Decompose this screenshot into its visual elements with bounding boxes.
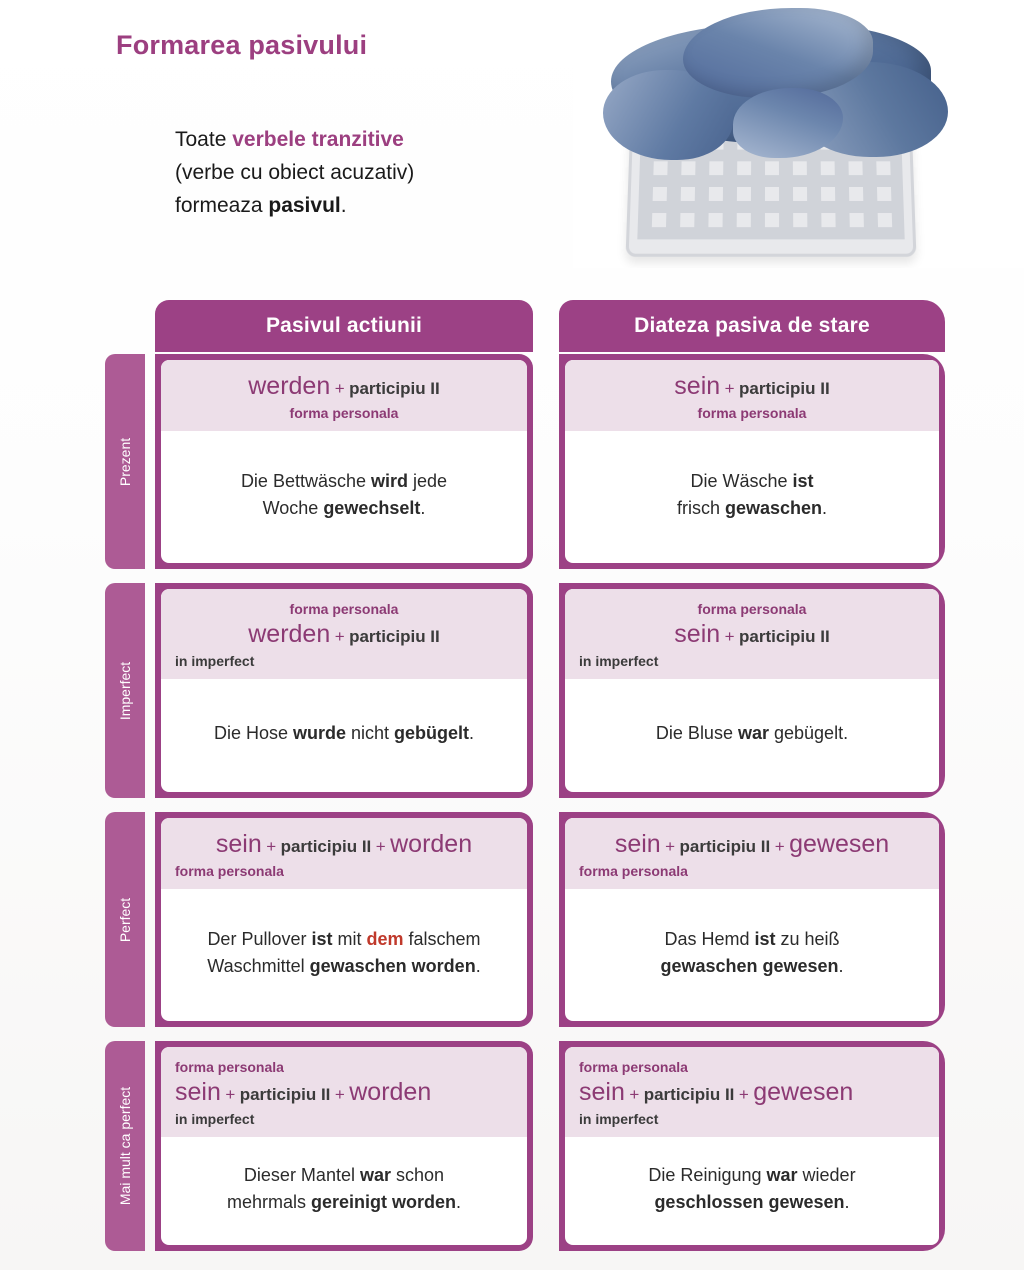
formula-participle: participiu II: [349, 379, 440, 398]
intro-line-1: [175, 123, 414, 156]
row-label-text: Mai mult ca perfect: [117, 1086, 133, 1206]
table-column-headers: [155, 282, 1024, 354]
formula-prezent-state: [565, 360, 939, 431]
intro-line-1-prefix: Toate: [175, 128, 233, 151]
example-text: Die Bettwäsche: [240, 471, 371, 491]
example-prezent-action: [161, 431, 527, 563]
example-bold: ist: [792, 471, 814, 491]
formula-plus: +: [266, 837, 277, 856]
example-text: wieder: [797, 1165, 856, 1185]
example-text: .: [822, 498, 828, 518]
example-bold: geschlossen gewesen: [654, 1192, 845, 1212]
formula-plus: +: [225, 1085, 236, 1104]
formula-participle: participiu II: [239, 1085, 331, 1104]
example-text: .: [838, 956, 844, 976]
table-row: [0, 812, 1024, 1027]
example-mai-mult-ca-perfect-state: [565, 1137, 939, 1245]
formula-plus: +: [334, 627, 345, 646]
formula-imperfect-action: [161, 589, 527, 679]
example-bold: gewaschen worden: [309, 956, 476, 976]
formula-plus-2: +: [334, 1085, 345, 1104]
formula-note-imperfect: in imperfect: [579, 1111, 659, 1127]
formula-verb: sein: [674, 372, 721, 400]
row-label-mai-mult-ca-perfect: [105, 1041, 145, 1251]
formula-note-personal-form: forma personala: [579, 1059, 688, 1075]
example-text: Der Pullover: [207, 929, 312, 949]
row-label-text: Perfect: [117, 897, 133, 942]
formula-extra: worden: [390, 830, 473, 858]
example-text: falschem: [403, 929, 481, 949]
example-text: Woche: [262, 498, 324, 518]
table-row: [0, 1041, 1024, 1251]
formula-extra: gewesen: [753, 1078, 854, 1106]
cell-mai-mult-ca-perfect-action: [155, 1041, 533, 1251]
formula-verb: sein: [579, 1078, 625, 1106]
example-bold: wird: [371, 471, 409, 491]
formula-plus: +: [629, 1085, 640, 1104]
row-label-prezent: [105, 354, 145, 569]
formula-note-personal-form: forma personala: [579, 863, 688, 879]
formula-mai-mult-ca-perfect-state: [565, 1047, 939, 1137]
example-bold: gewechselt: [323, 498, 421, 518]
example-mai-mult-ca-perfect-action: [161, 1137, 527, 1245]
cell-imperfect-state: [559, 583, 945, 798]
formula-mai-mult-ca-perfect-action: [161, 1047, 527, 1137]
example-text: Die Bluse: [655, 723, 738, 743]
example-text: jede: [408, 471, 448, 491]
formula-note-personal-form: forma personala: [175, 1059, 284, 1075]
formula-participle: participiu II: [739, 627, 830, 646]
formula-note-personal-form: forma personala: [289, 405, 399, 421]
row-label-imperfect: [105, 583, 145, 798]
formula-verb: sein: [175, 1078, 221, 1106]
example-bold: gewaschen: [724, 498, 823, 518]
formula-plus-2: +: [774, 837, 785, 856]
example-text: .: [456, 1192, 462, 1212]
example-text: gebügelt.: [769, 723, 849, 743]
example-perfect-action: [161, 889, 527, 1021]
cell-perfect-action: [155, 812, 533, 1027]
formula-participle: participiu II: [643, 1085, 735, 1104]
row-label-text: Imperfect: [117, 661, 133, 720]
intro-line-3-prefix: formeaza: [175, 194, 269, 217]
column-header-action-passive: Pasivul actiunii: [155, 300, 533, 352]
example-text: zu heiß: [775, 929, 840, 949]
example-text: mit: [332, 929, 367, 949]
formula-participle: participiu II: [739, 379, 830, 398]
row-label-perfect: [105, 812, 145, 1027]
example-text: Das Hemd: [664, 929, 755, 949]
formula-perfect-action: [161, 818, 527, 889]
laundry-basket-photo: [573, 0, 1024, 268]
intro-line-3-bold: pasivul: [268, 194, 341, 217]
example-prezent-state: [565, 431, 939, 563]
formula-verb: sein: [215, 830, 262, 858]
cell-mai-mult-ca-perfect-state: [559, 1041, 945, 1251]
example-bold: wurde: [292, 723, 346, 743]
example-imperfect-action: [161, 679, 527, 792]
formula-extra: worden: [349, 1078, 432, 1106]
example-bold: war: [737, 723, 769, 743]
header-section: [0, 0, 1024, 282]
example-text: frisch: [676, 498, 725, 518]
example-bold: gebügelt: [394, 723, 470, 743]
example-text: .: [475, 956, 481, 976]
example-bold: ist: [311, 929, 333, 949]
example-imperfect-state: [565, 679, 939, 792]
table-row: [0, 354, 1024, 569]
page-title: Formarea pasivului: [116, 30, 368, 60]
example-text: Die Wäsche: [690, 471, 793, 491]
passive-forms-table: [0, 282, 1024, 1251]
cell-prezent-action: [155, 354, 533, 569]
formula-note-imperfect: in imperfect: [175, 1111, 255, 1127]
column-header-state-passive: Diateza pasiva de stare: [559, 300, 945, 352]
example-text: Waschmittel: [207, 956, 310, 976]
intro-line-2: (verbe cu obiect acuzativ): [175, 161, 415, 184]
formula-plus-2: +: [375, 837, 386, 856]
formula-note-imperfect: in imperfect: [175, 653, 255, 669]
intro-line-3-period: .: [340, 194, 347, 217]
formula-plus: +: [665, 837, 676, 856]
intro-text: [175, 123, 414, 222]
cell-imperfect-action: [155, 583, 533, 798]
cell-prezent-state: [559, 354, 945, 569]
example-text: Die Reinigung: [648, 1165, 767, 1185]
example-text: .: [469, 723, 475, 743]
example-perfect-state: [565, 889, 939, 1021]
formula-perfect-state: [565, 818, 939, 889]
intro-accent-phrase: verbele tranzitive: [232, 128, 404, 151]
cell-perfect-state: [559, 812, 945, 1027]
example-bold: gereinigt worden: [310, 1192, 456, 1212]
example-bold: war: [359, 1165, 391, 1185]
formula-note-personal-form: forma personala: [175, 863, 284, 879]
formula-imperfect-state: [565, 589, 939, 679]
example-text: nicht: [346, 723, 395, 743]
formula-participle: participiu II: [280, 837, 372, 856]
example-text: .: [844, 1192, 850, 1212]
example-highlight: dem: [366, 929, 404, 949]
formula-note-imperfect: in imperfect: [579, 653, 659, 669]
row-label-text: Prezent: [117, 437, 133, 486]
formula-plus: +: [724, 379, 735, 398]
example-bold: war: [766, 1165, 798, 1185]
formula-extra: gewesen: [789, 830, 890, 858]
formula-verb: sein: [614, 830, 661, 858]
formula-participle: participiu II: [349, 627, 440, 646]
formula-note-personal-form: forma personala: [697, 601, 807, 617]
formula-verb: werden: [248, 372, 331, 400]
formula-note-personal-form: forma personala: [697, 405, 807, 421]
example-bold: ist: [754, 929, 776, 949]
example-text: Dieser Mantel: [243, 1165, 360, 1185]
formula-prezent-action: [161, 360, 527, 431]
example-text: mehrmals: [226, 1192, 311, 1212]
example-bold: gewaschen gewesen: [660, 956, 839, 976]
formula-plus-2: +: [738, 1085, 749, 1104]
example-text: schon: [391, 1165, 445, 1185]
example-text: .: [420, 498, 426, 518]
formula-plus: +: [334, 379, 345, 398]
intro-line-3: [175, 189, 414, 222]
example-text: Die Hose: [213, 723, 293, 743]
formula-verb: werden: [248, 620, 331, 648]
formula-participle: participiu II: [679, 837, 771, 856]
formula-note-personal-form: forma personala: [289, 601, 399, 617]
formula-plus: +: [724, 627, 735, 646]
table-row: [0, 583, 1024, 798]
formula-verb: sein: [674, 620, 721, 648]
